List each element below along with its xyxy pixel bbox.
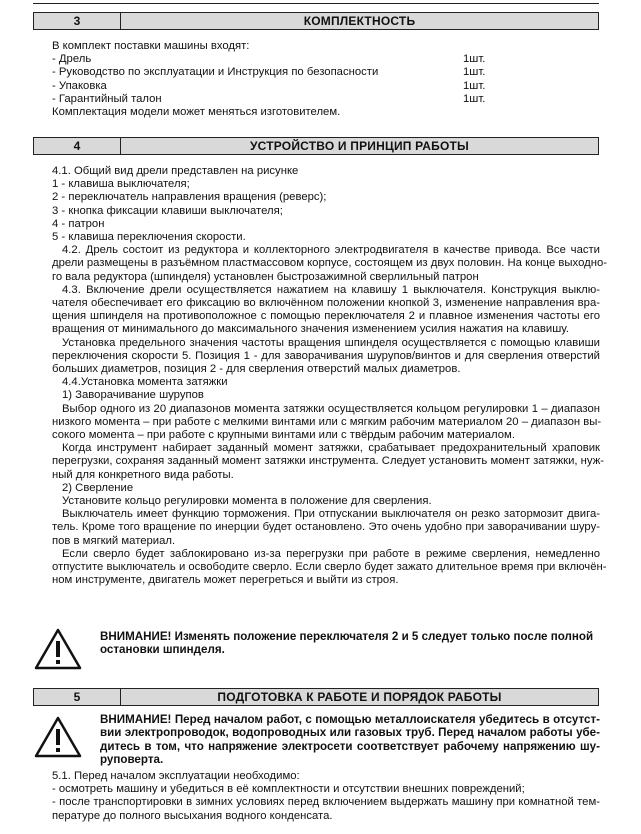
paragraph-line: 4.2. Дрель состоит из редуктора и коллекторного электродвигателя в качестве привода. Все части	[62, 244, 600, 257]
part-list-item: 3 - кнопка фиксации клавиши выключателя;	[52, 204, 283, 217]
warning-line: вии электропроводок, водопроводных или газовых труб. Перед началом работы убе-	[100, 726, 600, 740]
part-list-item: 1 - клавиша выключателя;	[52, 178, 190, 191]
paragraph-line: 4.1. Общий вид дрели представлен на рисунке	[52, 165, 299, 177]
paragraph-line: пов в мягкий материал.	[52, 534, 176, 547]
section-4-title: УСТРОЙСТВО И ПРИНЦИП РАБОТЫ	[250, 139, 469, 153]
kit-intro: В комплект поставки машины входят:	[52, 40, 250, 52]
kit-item	[52, 80, 600, 93]
paragraph-line: Установка предельного значения частоты вращения шпинделя осуществляется с помощью клавиши	[62, 336, 600, 349]
subheading: 4.4.Установка момента затяжки	[62, 376, 228, 389]
kit-item-name: - Гарантийный талон	[52, 92, 162, 105]
paragraph-line: больших диаметров, позиция 2 - для сверления отверстий малых диаметров.	[52, 363, 461, 376]
warning-line: ВНИМАНИЕ! Изменять положение переключателя 2 и 5 следует только после полной	[100, 630, 594, 643]
subheading: 2) Сверление	[62, 481, 134, 494]
subheading: 1) Заворачивание шурупов	[62, 389, 204, 402]
kit-item-qty: 1шт.	[463, 79, 486, 92]
paragraph-line: Выбор одного из 20 диапазонов момента затяжки осуществляется кольцом регулировки 1 – диапазон	[62, 402, 600, 415]
paragraph-line: Когда инструмент набирает заданный момент затяжки, срабатывает предохранительный храповик	[62, 442, 600, 455]
kit-item-qty: 1шт.	[463, 66, 486, 79]
part-list-item: 5 - клавиша переключения скорости.	[52, 231, 246, 244]
kit-item	[52, 53, 600, 66]
paragraph-line: вращения от минимального до максимального значения изменением усилия нажатия на клавишу.	[52, 323, 569, 336]
kit-item	[52, 93, 600, 106]
paragraph-line: щения шпинделя на противоположное с помощью переключателя 2 и плавное изменения частоты его	[52, 310, 600, 323]
paragraph-line: ном инструменте, двигатель может перегреться и выйти из строя.	[52, 574, 399, 587]
section-3-header	[33, 12, 599, 30]
paragraph-line: тель. Кроме того вращение по инерции будет остановлено. Это очень удобно при заворачивании шуру-	[52, 521, 600, 534]
kit-item-qty: 1шт.	[463, 92, 486, 105]
paragraph-line: 4.3. Включение дрели осуществляется нажатием на клавишу 1 выключателя. Конструкция выклю-	[62, 283, 600, 296]
section-5-header	[33, 688, 599, 706]
section-4-number: 4	[34, 138, 121, 154]
warning-metal-detector-text	[100, 713, 600, 767]
kit-item-name: - Дрель	[52, 53, 92, 66]
list-item: - осмотреть машину и убедиться в её комплектности и отсутствии внешних повреждений;	[52, 783, 525, 796]
paragraph-line: сокого момента – при работе с крупными винтами или с твёрдым рабочим материалом.	[52, 429, 515, 442]
section-4-header	[33, 137, 599, 155]
section-5-title: ПОДГОТОВКА К РАБОТЕ И ПОРЯДОК РАБОТЫ	[217, 690, 502, 704]
kit-item-name: - Руководство по эксплуатации и Инструкция по безопасности	[52, 66, 379, 79]
warning-line: руповерта.	[100, 753, 164, 767]
list-item: пературе до полного высыхания водного конденсата.	[52, 809, 333, 822]
top-rule	[33, 3, 599, 4]
warning-switch-text	[100, 630, 600, 657]
section-5-body	[52, 770, 600, 823]
paragraph-line: 5.1. Перед началом эксплуатации необходимо:	[52, 770, 300, 782]
paragraph-line: дрели размещены в разъёмном пластмассовом корпусе, состоящем из двух половин. На конце выходно-	[52, 257, 607, 270]
warning-line: дитесь в том, что напряжение электросети соответствует рабочему напряжению шу-	[100, 739, 600, 753]
warning-triangle-icon	[33, 627, 83, 671]
section-3-number: 3	[34, 13, 121, 29]
paragraph-line: ный для конкретного вида работы.	[52, 468, 234, 481]
warning-triangle-icon	[33, 715, 83, 759]
section-3-title: КОМПЛЕКТНОСТЬ	[303, 14, 416, 28]
paragraph-line: Если сверло будет заблокировано из-за перегрузки при работе в режиме сверления, немедленно	[62, 547, 600, 560]
paragraph-line: низкого момента – при работе с мелкими винтами или с мягким рабочим материалом 20 – диапазон вы-	[52, 415, 602, 428]
kit-note: Комплектация модели может меняться изготовителем.	[52, 106, 341, 119]
part-list-item: 4 - патрон	[52, 217, 105, 230]
section-4-body	[52, 165, 607, 588]
paragraph-line: го вала редуктора (шпинделя) установлен быстрозажимной сверлильный патрон	[52, 270, 479, 283]
warning-line: остановки шпинделя.	[100, 643, 225, 657]
paragraph-line: Выключатель имеет функцию торможения. При отпускании выключателя он резко затормозит двига-	[62, 508, 600, 521]
warning-line: ВНИМАНИЕ! Перед началом работ, с помощью металлоискателя убедитесь в отсутст-	[100, 713, 600, 726]
part-list-item: 2 - переключатель направления вращения (реверс);	[52, 191, 327, 204]
paragraph-line: чателя обеспечивает его фиксацию во включённом положении кнопкой 3, изменение направления вра-	[52, 297, 600, 310]
paragraph-line: переключения скорости 5. Позиция 1 - для заворачивания шурупов/винтов и для сверления отверстий	[52, 349, 600, 362]
section-3-body	[52, 40, 600, 119]
paragraph-line: отпустите выключатель и освободите сверло. Если сверло будет зажато длительное время при включён-	[52, 561, 607, 574]
kit-item-name: - Упаковка	[52, 79, 107, 92]
paragraph-line: перегрузки, сохраняя заданный момент затяжки инструмента. Следует установить момент затяжки, нуж-	[52, 455, 605, 468]
section-5-number: 5	[34, 689, 121, 705]
kit-item	[52, 66, 600, 79]
kit-item-qty: 1шт.	[463, 53, 486, 66]
paragraph-line: Установите кольцо регулировки момента в положение для сверления.	[62, 495, 432, 508]
list-item: - после транспортировки в зимних условиях перед включением выдержать машину при комнатной тем-	[52, 796, 600, 809]
